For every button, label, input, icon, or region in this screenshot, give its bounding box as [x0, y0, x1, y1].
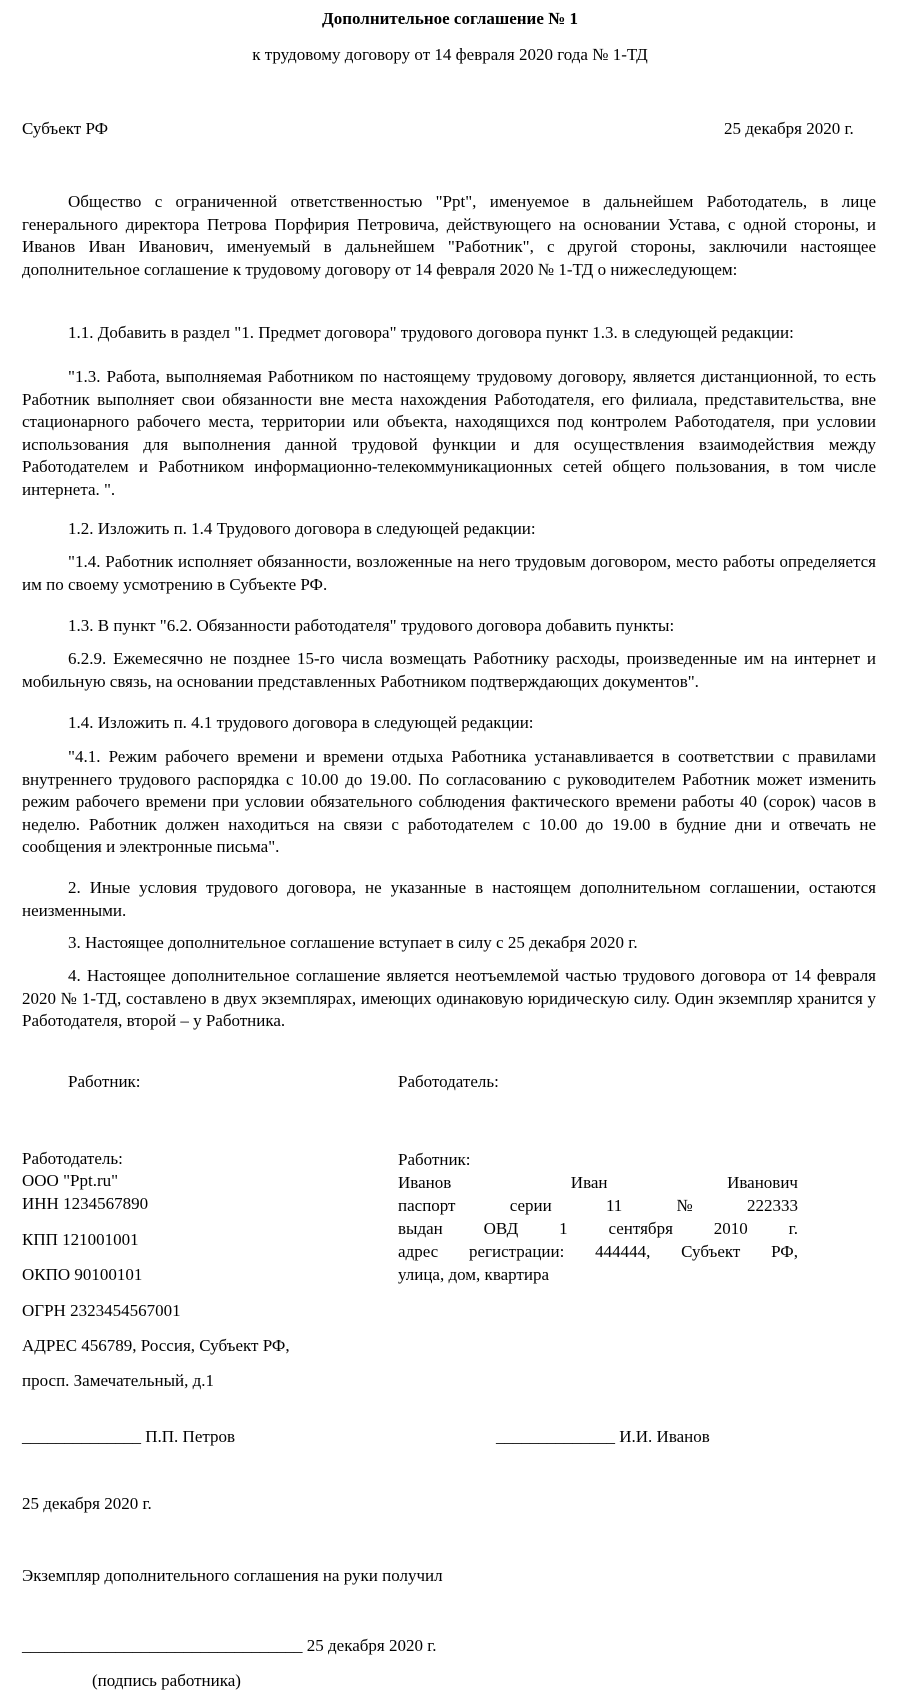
employer-signature-line: ______________ П.П. Петров: [22, 1427, 236, 1446]
worker-passport: [398, 1194, 798, 1217]
series-word: серии: [509, 1196, 552, 1215]
issued-year: 2010: [713, 1219, 748, 1238]
document-subtitle: к трудовому договору от 14 февраля 2020 года № 1-ТД: [252, 45, 648, 64]
passport-word: паспорт: [398, 1196, 456, 1215]
employer-address-1: АДРЕС 456789, Россия, Субъект РФ,: [22, 1336, 290, 1355]
employer-label: Работодатель:: [22, 1149, 123, 1168]
clause-1-3-text: "1.3. Работа, выполняемая Работником по настоящему трудовому договору, является дистанционной, то есть Работник выполняет свои обязанности вне места нахождения Работодателя, его филиала, представительства, вне стационарного рабочего места, территории или объекта, находящихся под контролем Работодателя, при условии использования для выполнения данной трудовой функции и для осуществления взаимодействия между Работодателем и Работником информационно-телекоммуникационных сетей общего пользования, в том числе интернета. ".: [22, 367, 876, 499]
clause-4: 4. Настоящее дополнительное соглашение является неотъемлемой частью трудового договора от 14 февраля 2020 № 1-ТД, составлено в двух экземплярах, имеющих одинаковую юридическую силу. Один экземпляр хранится у Работодателя, второй – у Работника.: [22, 966, 876, 1030]
clause-3: 3. Настоящее дополнительное соглашение вступает в силу с 25 декабря 2020 г.: [68, 933, 638, 952]
passport-number: 222333: [746, 1196, 798, 1215]
clause-6-2-9: 6.2.9. Ежемесячно не позднее 15-го числа возмещать Работнику расходы, произведенные им на интернет и мобильную связь, на основании представленных Работником подтверждающих документов".: [22, 649, 876, 691]
employer-inn: ИНН 1234567890: [22, 1194, 149, 1213]
employer-okpo: ОКПО 90100101: [22, 1265, 143, 1284]
employer-kpp: КПП 121001001: [22, 1230, 139, 1249]
postal-code: 444444,: [595, 1242, 651, 1261]
clause-1-4-text: "1.4. Работник исполняет обязанности, возложенные на него трудовым договором, место работы определяется им по своему усмотрению в Субъекте РФ.: [22, 552, 876, 594]
registration-word: регистрации:: [468, 1242, 565, 1261]
number-sign: №: [676, 1196, 693, 1215]
worker-details: [398, 1148, 798, 1286]
address-word: адрес: [398, 1242, 439, 1261]
clause-1-1: 1.1. Добавить в раздел "1. Предмет договора" трудового договора пункт 1.3. в следующей редакции:: [68, 323, 794, 342]
worker-address: [398, 1240, 798, 1263]
clause-4-1-text: "4.1. Режим рабочего времени и времени отдыха Работника устанавливается в соответствии с правилами внутреннего трудового распорядка с 10.00 до 19.00. По согласованию с руководителем Работник может изменить режим рабочего времени при условии обязательного соблюдения фактического времени работы 40 (сорок) часов в неделю. Работник должен находиться на связи с работодателем с 10.00 до 19.00 в будние дни и отвечать не сообщения и электронные письма".: [22, 747, 876, 856]
worker-patronymic: Иванович: [727, 1173, 798, 1192]
signature-head-employer: Работодатель:: [398, 1072, 499, 1091]
signature-caption: (подпись работника): [92, 1671, 241, 1690]
place: Субъект РФ: [22, 119, 109, 138]
worker-fio: [398, 1171, 798, 1194]
year-abbr: г.: [788, 1219, 798, 1238]
clause-2: 2. Иные условия трудового договора, не указанные в настоящем дополнительном соглашении, остаются неизменными.: [22, 878, 876, 920]
issued-month: сентября: [608, 1219, 673, 1238]
passport-series: 11: [605, 1196, 623, 1215]
employer-name: ООО "Ppt.ru": [22, 1171, 119, 1190]
header-date: 25 декабря 2020 г.: [724, 119, 854, 138]
intro-paragraph: Общество с ограниченной ответственностью "Ppt", именуемое в дальнейшем Работодатель, в лице генерального директора Петрова Порфирия Петровича, действующего на основании Устава, с одной стороны, и Иванов Иван Иванович, именуемый в дальнейшем "Работник", с другой стороны, заключили настоящее дополнительное соглашение к трудовому договору от 14 февраля 2020 № 1-ТД о нижеследующем:: [22, 192, 876, 279]
worker-firstname: Иван: [570, 1173, 608, 1192]
footer-date: 25 декабря 2020 г.: [22, 1494, 152, 1513]
clause-1-3b: 1.3. В пункт "6.2. Обязанности работодателя" трудового договора добавить пункты:: [68, 616, 675, 635]
signature-head-worker: Работник:: [68, 1072, 141, 1091]
receipt-signature-line: _________________________________ 25 декабря 2020 г.: [22, 1636, 437, 1655]
clause-1-4b: 1.4. Изложить п. 4.1 трудового договора в следующей редакции:: [68, 713, 534, 732]
received-statement: Экземпляр дополнительного соглашения на руки получил: [22, 1566, 443, 1585]
issued-day: 1: [559, 1219, 568, 1238]
issued-word: выдан: [398, 1219, 443, 1238]
employer-address-2: просп. Замечательный, д.1: [22, 1371, 214, 1390]
rf-word: РФ,: [771, 1242, 798, 1261]
document-title: Дополнительное соглашение № 1: [322, 9, 578, 28]
subject-word: Субъект: [681, 1242, 741, 1261]
worker-label: Работник:: [398, 1150, 471, 1169]
worker-issued: [398, 1217, 798, 1240]
worker-address-2: улица, дом, квартира: [398, 1265, 550, 1284]
clause-1-2: 1.2. Изложить п. 1.4 Трудового договора в следующей редакции:: [68, 519, 536, 538]
worker-signature-line: ______________ И.И. Иванов: [496, 1427, 710, 1446]
issued-by: ОВД: [483, 1219, 519, 1238]
worker-surname: Иванов: [398, 1173, 452, 1192]
employer-ogrn: ОГРН 2323454567001: [22, 1301, 181, 1320]
